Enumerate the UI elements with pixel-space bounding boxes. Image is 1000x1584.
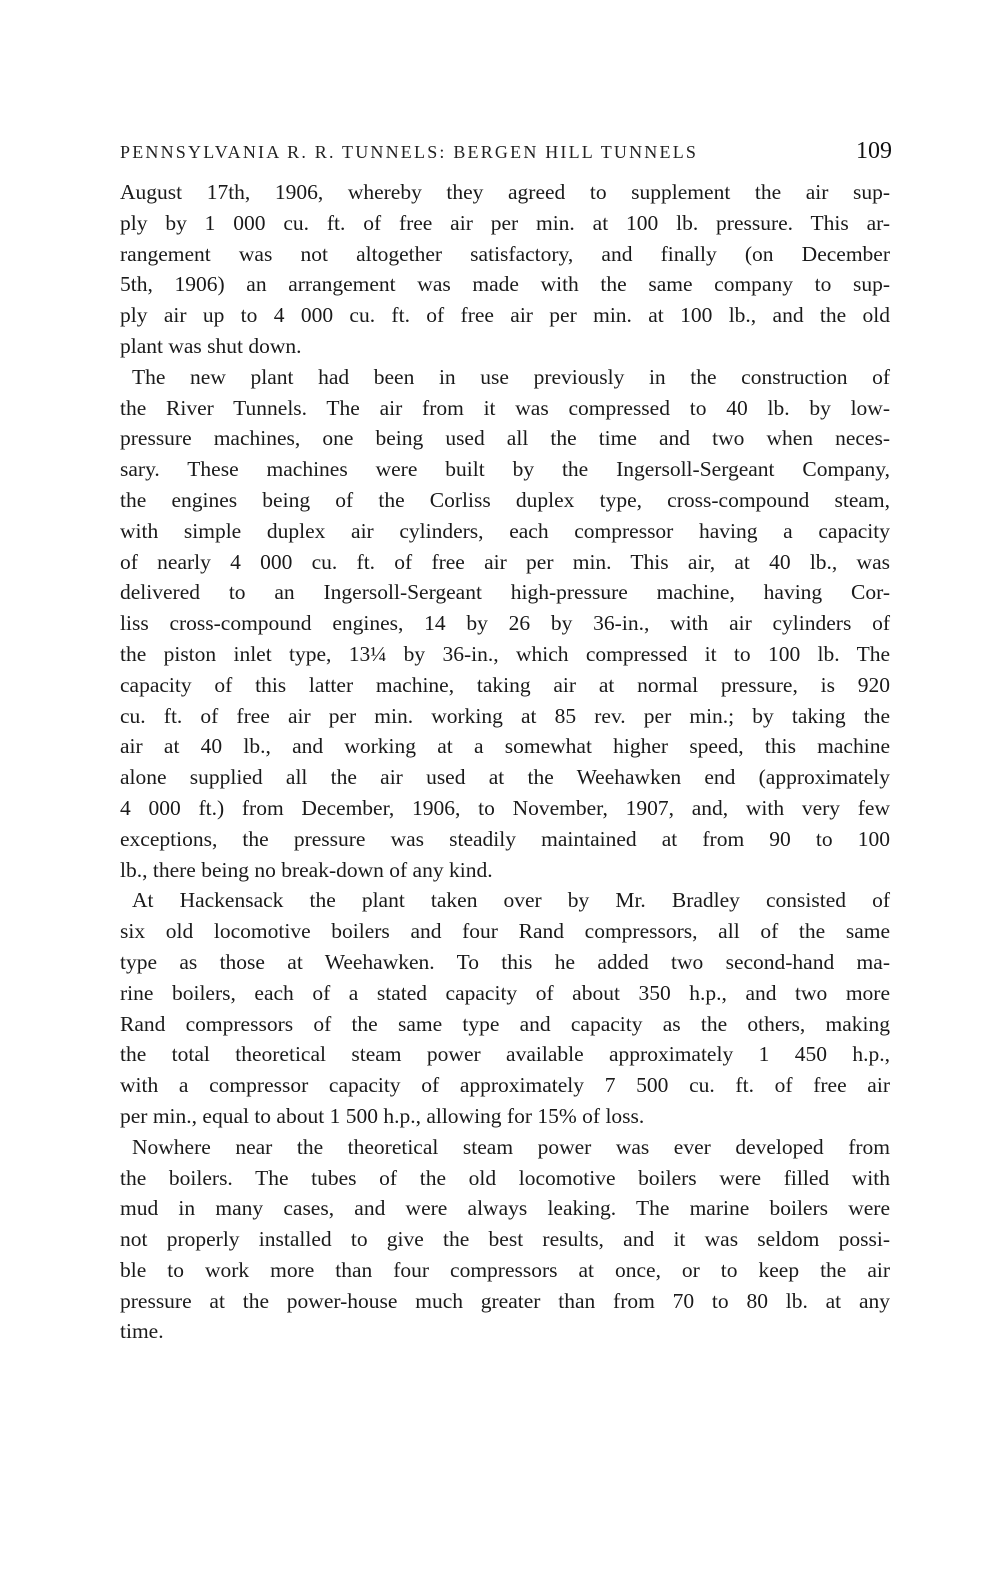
text-line: of nearly 4 000 cu. ft. of free air per min. This air, at 40 lb., was [120,549,890,574]
text-line: the engines being of the Corliss duplex type, cross-compound steam, [120,487,890,512]
text-line: per min., equal to about 1 500 h.p., allowing for 15% of loss. [120,1103,645,1128]
text-line: pressure at the power-house much greater than from 70 to 80 lb. at any [120,1288,890,1313]
text-line: the boilers. The tubes of the old locomotive boilers were filled with [120,1165,890,1190]
text-line: ply by 1 000 cu. ft. of free air per min. at 100 lb. pressure. This ar- [120,210,890,235]
paragraph-2 [120,362,890,886]
text-line: 5th, 1906) an arrangement was made with the same company to sup- [120,272,890,297]
text-line: air at 40 lb., and working at a somewhat higher speed, this machine [120,734,890,759]
text-line: At Hackensack the plant taken over by Mr. Bradley consisted of [132,888,890,913]
text-line: time. [120,1319,164,1344]
text-line: 4 000 ft.) from December, 1906, to November, 1907, and, with very few [120,795,890,820]
body-text [120,177,890,1347]
text-line: Rand compressors of the same type and capacity as the others, making [120,1011,890,1036]
text-line: cu. ft. of free air per min. working at 85 rev. per min.; by taking the [120,703,890,728]
text-line: delivered to an Ingersoll-Sergeant high-pressure machine, having Cor- [120,580,890,605]
text-line: mud in many cases, and were always leaking. The marine boilers were [120,1196,890,1221]
paragraph-3 [120,885,890,1131]
text-line: pressure machines, one being used all the time and two when neces- [120,426,890,451]
running-header [120,138,892,172]
text-line: August 17th, 1906, whereby they agreed to supplement the air sup- [120,180,890,204]
text-line: Nowhere near the theoretical steam power was ever developed from [132,1134,890,1159]
text-line: alone supplied all the air used at the Weehawken end (approximately [120,765,890,790]
text-line: ble to work more than four compressors at once, or to keep the air [120,1257,890,1282]
text-line: rine boilers, each of a stated capacity of about 350 h.p., and two more [120,980,890,1005]
text-line: six old locomotive boilers and four Rand compressors, all of the same [120,919,890,944]
text-line: with a compressor capacity of approximately 7 500 cu. ft. of free air [120,1073,890,1098]
text-line: capacity of this latter machine, taking air at normal pressure, is 920 [120,672,890,697]
text-line: the total theoretical steam power available approximately 1 450 h.p., [120,1042,890,1067]
text-line: exceptions, the pressure was steadily maintained at from 90 to 100 [120,826,890,851]
text-line: type as those at Weehawken. To this he added two second-hand ma- [120,949,890,974]
paragraph-4 [120,1132,890,1348]
text-line: ply air up to 4 000 cu. ft. of free air per min. at 100 lb., and the old [120,303,890,328]
text-line: plant was shut down. [120,333,302,358]
paragraph-1 [120,177,890,362]
text-line: not properly installed to give the best results, and it was seldom possi- [120,1227,890,1252]
text-line: the piston inlet type, 13¼ by 36-in., which compressed it to 100 lb. The [120,641,890,666]
text-line: lb., there being no break-down of any kind. [120,857,493,882]
text-line: with simple duplex air cylinders, each compressor having a capacity [120,518,890,543]
text-line: sary. These machines were built by the Ingersoll-Sergeant Company, [120,457,890,482]
running-title: PENNSYLVANIA R. R. TUNNELS: BERGEN HILL TUNNELS [120,142,699,162]
text-line: The new plant had been in use previously in the construction of [132,364,890,389]
page-number: 109 [856,138,892,164]
text-line: liss cross-compound engines, 14 by 26 by 36-in., with air cylinders of [120,611,890,636]
text-line: the River Tunnels. The air from it was compressed to 40 lb. by low- [120,395,890,420]
text-line: rangement was not altogether satisfactory, and finally (on December [120,241,890,266]
